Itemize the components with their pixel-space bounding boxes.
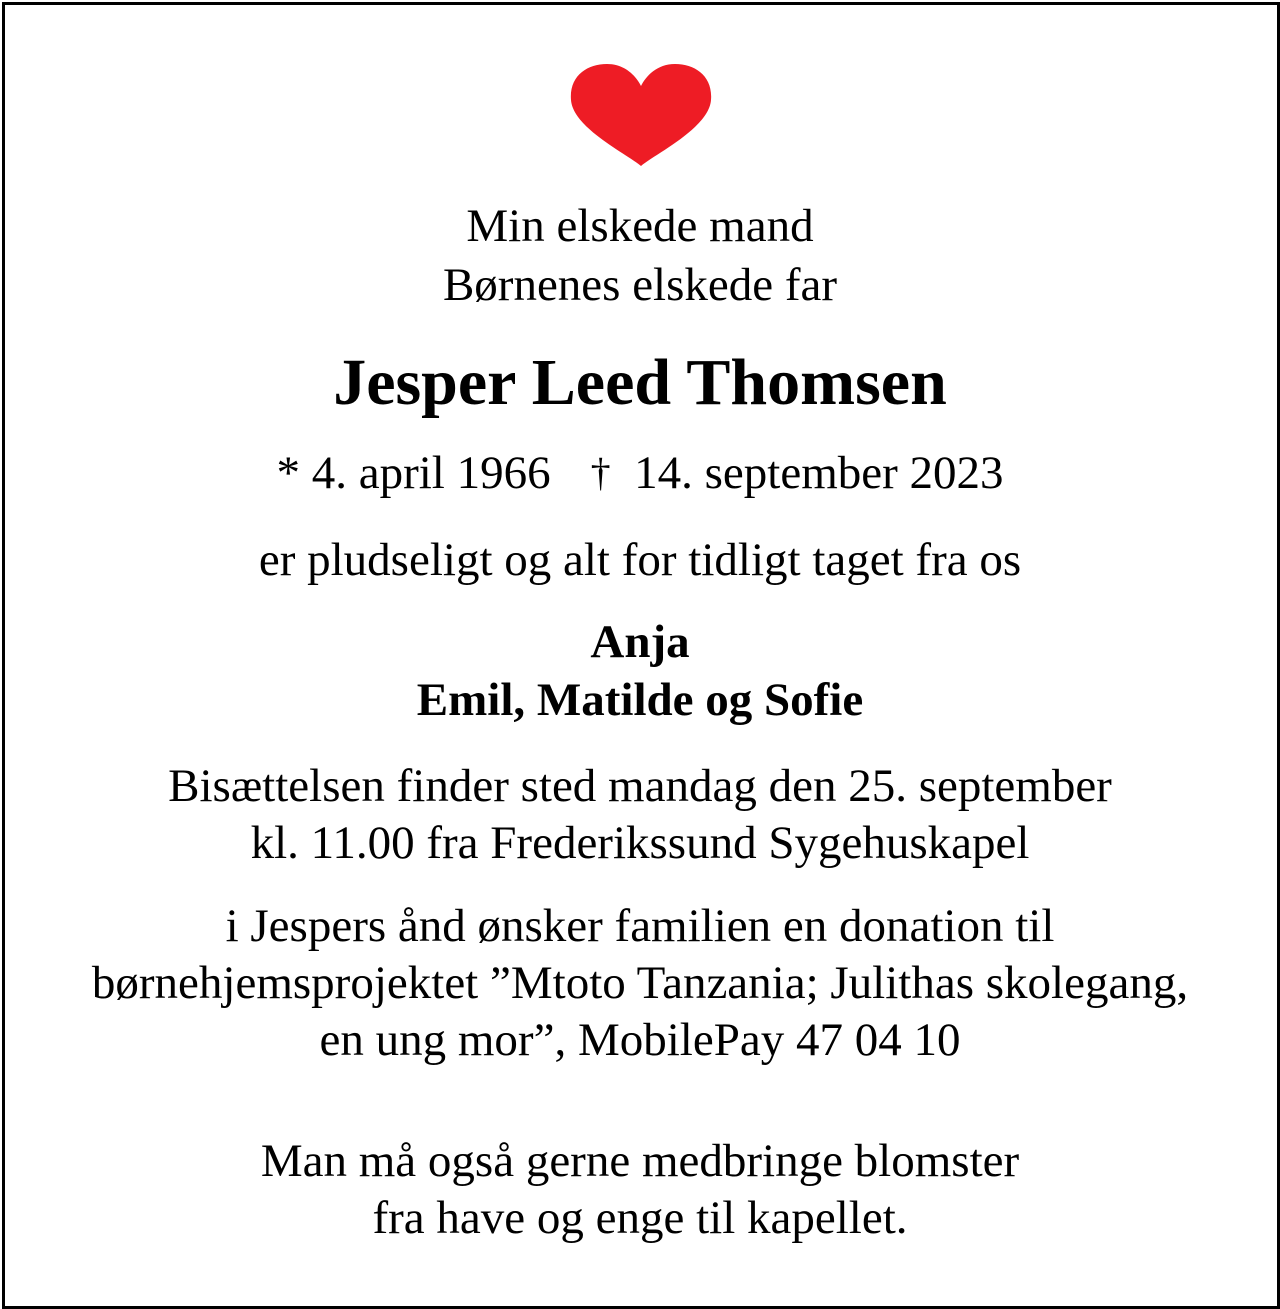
family-line-1: Anja (590, 616, 690, 668)
dagger-icon: † (590, 450, 611, 495)
intro-line-2: Børnenes elskede far (442, 259, 838, 311)
message-line: er pludseligt og alt for tidligt taget fra os (258, 534, 1022, 586)
deceased-name: Jesper Leed Thomsen (333, 346, 947, 419)
death-date: 14. september 2023 (634, 447, 1004, 499)
heart-shape (571, 64, 711, 166)
life-dates (0, 447, 1280, 499)
heart-icon (569, 62, 713, 168)
donation-line-3: en ung mor”, MobilePay 47 04 10 (319, 1014, 961, 1066)
intro-line-1: Min elskede mand (466, 200, 814, 252)
donation-line-2: børnehjemsprojektet ”Mtoto Tanzania; Julithas skolegang, (91, 957, 1189, 1009)
flowers-line-2: fra have og enge til kapellet. (372, 1192, 908, 1244)
birth-date: * 4. april 1966 (276, 447, 551, 499)
donation-line-1: i Jespers ånd ønsker familien en donation til (225, 900, 1055, 952)
family-line-2: Emil, Matilde og Sofie (416, 674, 864, 726)
funeral-line-1: Bisættelsen finder sted mandag den 25. september (168, 760, 1112, 812)
funeral-line-2: kl. 11.00 fra Frederikssund Sygehuskapel (250, 817, 1030, 869)
flowers-line-1: Man må også gerne medbringe blomster (260, 1135, 1020, 1187)
